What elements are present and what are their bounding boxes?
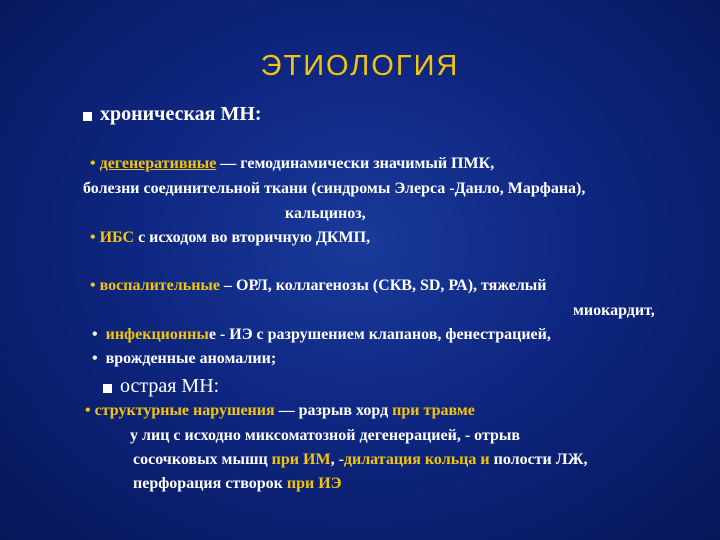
ibs-text: с исходом во вторичную ДКМП,	[134, 229, 371, 246]
slide-title: ЭТИОЛОГИЯ	[260, 50, 460, 82]
structural-line-1	[85, 402, 475, 420]
structural-highlight: при травме	[392, 402, 475, 419]
bullet: •	[90, 277, 96, 294]
infectious-line	[92, 326, 551, 344]
bullet: •	[92, 326, 98, 343]
structural-highlight: при ИМ	[271, 451, 331, 468]
ibs-term: ИБС	[99, 229, 135, 246]
infectious-term-tail: е	[208, 326, 216, 343]
infectious-text: - ИЭ с разрушением клапанов, фенестрацией,	[215, 326, 551, 343]
degenerative-line-3: кальциноз,	[285, 205, 366, 222]
structural-term: структурные нарушения	[94, 402, 275, 419]
inflammatory-text: – ОРЛ, коллагенозы (СКВ, SD, РА), тяжелый	[220, 277, 547, 294]
degenerative-line-1	[90, 155, 494, 173]
inflammatory-line-1	[90, 277, 547, 295]
degenerative-line-2: болезни соединительной ткани (синдромы Элерса -Данло, Марфана),	[83, 180, 586, 197]
square-bullet-icon	[83, 112, 92, 121]
structural-highlight: дилатация кольца и	[343, 451, 490, 468]
bullet: •	[90, 229, 96, 246]
structural-text: — разрыв хорд	[274, 402, 393, 419]
bullet: •	[90, 155, 96, 172]
bullet: •	[85, 402, 91, 419]
structural-line-4: перфорация створок при ИЭ	[133, 475, 342, 492]
infectious-term: инфекционны	[105, 326, 209, 343]
bullet: •	[92, 350, 98, 367]
structural-highlight: при ИЭ	[286, 475, 342, 492]
chronic-heading: хроническая МН:	[83, 103, 262, 126]
congenital-text: врожденные аномалии;	[105, 350, 277, 367]
acute-heading: острая МН:	[103, 375, 219, 398]
square-bullet-icon	[103, 384, 112, 393]
degenerative-term: дегенеративные	[99, 155, 217, 172]
congenital-line	[92, 350, 276, 368]
structural-line-3: сосочковых мышц при ИМ, -дилатация кольца и полости ЛЖ,	[133, 451, 588, 468]
inflammatory-term: воспалительные	[99, 277, 221, 294]
structural-line-2: у лиц с исходно миксоматозной дегенерацией, - отрыв	[130, 427, 521, 444]
inflammatory-line-2: миокардит,	[573, 302, 655, 319]
ibs-line	[90, 229, 370, 247]
degenerative-text: — гемодинамически значимый ПМК,	[216, 155, 495, 172]
